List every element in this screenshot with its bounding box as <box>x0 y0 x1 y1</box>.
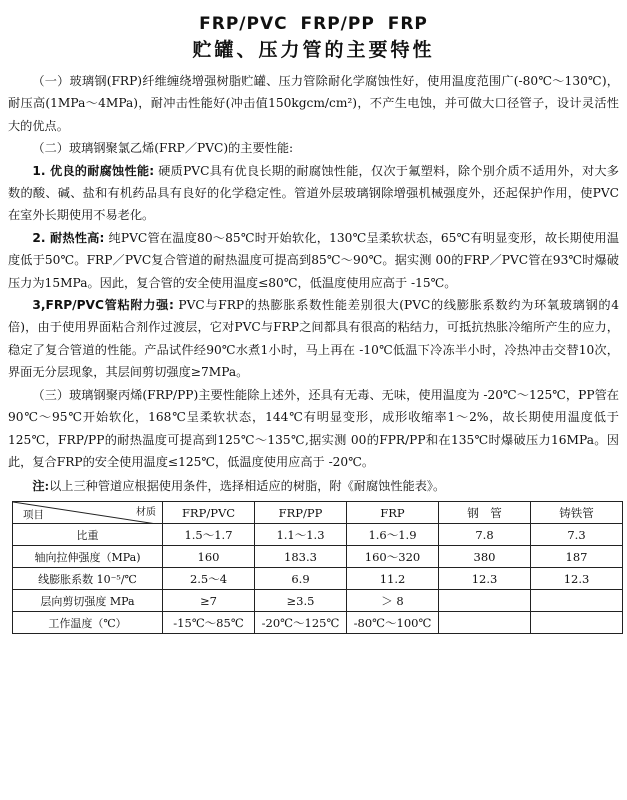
table-cell: 6.9 <box>255 568 347 590</box>
paragraph-frp-pp <box>8 384 619 474</box>
paragraph-text: 硬质PVC具有优良长期的耐腐蚀性能，仅次于氟塑料，除个别介质不适用外，对大多数的酸、碱、盐和有机药品具有良好的化学稳定性。管道外层玻璃钢除增强机械强度外，还起保护作用，使PVC在室外长期使用不易老化。 <box>8 163 619 223</box>
column-header: 钢 管 <box>439 502 531 524</box>
row-label: 比重 <box>13 524 163 546</box>
note-lead: 注: <box>32 479 50 494</box>
paragraph-text: （二）玻璃钢聚氯乙烯(FRP／PVC)的主要性能: <box>32 141 294 156</box>
table-cell: 12.3 <box>531 568 623 590</box>
table-cell: -20℃～125℃ <box>255 612 347 634</box>
table-cell: 183.3 <box>255 546 347 568</box>
paragraph-text: （三）玻璃钢聚丙烯(FRP/PP)主要性能除上述外，还具有无毒、无味，使用温度为 -20℃～125℃，PP管在90℃～95℃开始软化，168℃呈柔软状态，144℃有明显变形，成形收缩率1～2%，故长期使用温度低于125℃，FRP/PP的耐热温度可提高到125℃～135℃,据实测 00的FPR/PP和在135℃时爆破压力16MPa。因此，复合FRP的安全使用温度≤125℃，低温度使用应高于 -20℃。 <box>8 387 619 469</box>
paragraph-text: PVC与FRP的热膨胀系数性能差别很大(PVC的线膨胀系数约为环氧玻璃钢的4倍)，由于使用界面粘合剂作过渡层，它对PVC与FRP之间都具有很高的粘结力，可抵抗热胀冷缩所产生的应力，稳定了复合管道的性能。产品试件经90℃水煮1小时，马上再在 -10℃低温下冷冻半小时，冷热冲击交替10次，界面无分层现象，其层间剪切强度≥7MPa。 <box>8 298 619 380</box>
table-header-row <box>13 502 623 524</box>
paragraph-frp-intro <box>8 70 619 137</box>
table-cell: 2.5～4 <box>163 568 255 590</box>
paragraph-adhesion <box>8 294 619 384</box>
table-cell: 380 <box>439 546 531 568</box>
table-cell: 1.5～1.7 <box>163 524 255 546</box>
table-cell: 11.2 <box>347 568 439 590</box>
table-row <box>13 568 623 590</box>
row-label: 层向剪切强度 MPa <box>13 590 163 612</box>
table-cell <box>439 612 531 634</box>
table-cell: -80℃～100℃ <box>347 612 439 634</box>
document-title-line1: FRP/PVC FRP/PP FRP <box>199 14 428 34</box>
table-cell: 1.1～1.3 <box>255 524 347 546</box>
paragraph-frp-pvc-heading <box>8 137 619 159</box>
table-cell <box>531 590 623 612</box>
table-row <box>13 612 623 634</box>
table-corner-cell <box>13 502 163 524</box>
properties-table <box>12 501 623 634</box>
document-title-line2: 贮罐、压力管的主要特性 <box>192 39 435 61</box>
paragraph-corrosion-resistance <box>8 160 619 227</box>
table-cell: 1.6～1.9 <box>347 524 439 546</box>
paragraph-lead: 1. 优良的耐腐蚀性能: <box>32 163 155 178</box>
table-cell: ≥7 <box>163 590 255 612</box>
table-cell: 160～320 <box>347 546 439 568</box>
table-cell: 160 <box>163 546 255 568</box>
table-cell: ＞ 8 <box>347 590 439 612</box>
paragraph-text: 纯PVC管在温度80～85℃时开始软化，130℃呈柔软状态，65℃有明显变形，故长期使用温度低于50℃。FRP／PVC复合管道的耐热温度可提高到85℃～90℃。据实测 00的FRP／PVC管在93℃时爆破压力为15MPa。因此，复合管的安全使用温度≤80℃，低温度使用应高于 -15℃。 <box>8 230 620 290</box>
table-cell: 7.8 <box>439 524 531 546</box>
table-cell <box>439 590 531 612</box>
table-row <box>13 546 623 568</box>
table-cell <box>531 612 623 634</box>
corner-bottom-label: 项目 <box>23 509 44 522</box>
paragraph-heat-resistance <box>8 227 619 294</box>
column-header: FRP/PVC <box>163 502 255 524</box>
column-header: 铸铁管 <box>531 502 623 524</box>
paragraph-lead: 3,FRP/PVC管粘附力强: <box>32 298 174 313</box>
row-label: 轴向拉伸强度（MPa) <box>13 546 163 568</box>
corner-top-label: 材质 <box>136 507 156 519</box>
table-cell: ≥3.5 <box>255 590 347 612</box>
column-header: FRP <box>347 502 439 524</box>
row-label: 工作温度（℃） <box>13 612 163 634</box>
column-header: FRP/PP <box>255 502 347 524</box>
paragraph-lead: 2. 耐热性高: <box>32 230 105 245</box>
paragraph-text: （一）玻璃钢(FRP)纤维缠绕增强树脂贮罐、压力管除耐化学腐蚀性好，使用温度范围广(-80℃～130℃)，耐压高(1MPa～4MPa)，耐冲击性能好(冲击值150kgcm/cm²)，不产生电蚀，并可做大口径管子，设计灵活性大的优点。 <box>8 74 619 133</box>
table-cell: -15℃～85℃ <box>163 612 255 634</box>
note <box>8 475 619 497</box>
row-label: 线膨胀系数 10⁻⁵/℃ <box>13 568 163 590</box>
table-row <box>13 524 623 546</box>
table-cell: 187 <box>531 546 623 568</box>
table-cell: 7.3 <box>531 524 623 546</box>
table-row <box>13 590 623 612</box>
table-cell: 12.3 <box>439 568 531 590</box>
note-text: 以上三种管道应根据使用条件，选择相适应的树脂，附《耐腐蚀性能表》。 <box>49 479 446 494</box>
